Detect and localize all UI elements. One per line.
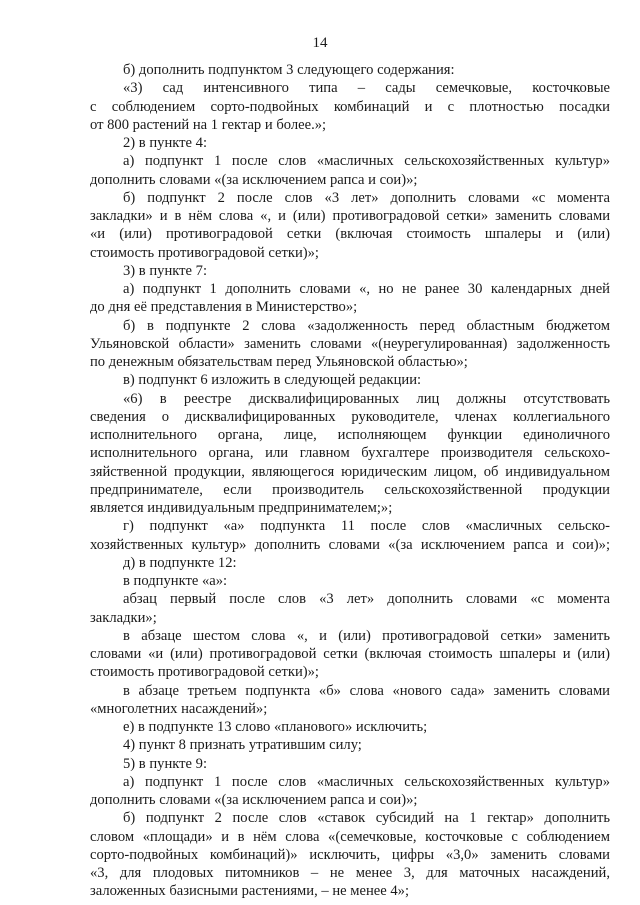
text-line: в подпункте «а»: — [123, 573, 228, 589]
text-line: в) подпункт 6 изложить в следующей редакции: — [123, 372, 422, 389]
text-line: а) подпункт 1 дополнить словами «, но не ранее 30 календарных дней — [123, 281, 610, 297]
text-line: дополнить словами «(за исключением рапса и сои)»; — [90, 792, 418, 808]
text-line: исполнительного органа, или главном бухгалтере производителя сельскохо- — [90, 445, 610, 462]
text-line: Ульяновской области» заменить словами «(неурегулированная) задолженность — [90, 335, 610, 352]
text-line: зяйственной продукции, являющегося юридическим лицом, об индивидуальном — [90, 463, 610, 480]
text-line: закладки»; — [90, 609, 157, 626]
text-line: б) подпункт 2 после слов «ставок субсидий на 1 гектар» дополнить — [123, 810, 610, 827]
text-line: сведения о дисквалифицированных руководителе, членах коллегиального — [90, 408, 610, 425]
text-line: до дня её представления в Министерство»; — [90, 299, 358, 316]
text-line: заложенных базисными растениями, – не менее 4»; — [90, 883, 410, 900]
text-line: е) в подпункте 13 слово «планового» исключить; — [123, 719, 428, 735]
text-line: б) в подпункте 2 слова «задолженность перед областным бюджетом — [123, 317, 610, 334]
text-line: от 800 растений на 1 гектар и более.»; — [90, 116, 327, 133]
text-line: б) дополнить подпунктом 3 следующего содержания: — [123, 62, 455, 78]
text-line: б) подпункт 2 после слов «3 лет» дополнить словами «с момента — [123, 189, 610, 206]
text-line: хозяйственных культур» дополнить словами «(за исключением рапса и сои)»; — [90, 536, 610, 553]
document-body — [90, 61, 610, 901]
text-line: является индивидуальным предпринимателем;»; — [90, 500, 393, 516]
text-line: словом «площади» и в нём слова «(семечковые, косточковые с соблюдением — [90, 828, 610, 845]
text-line: 5) в пункте 9: — [123, 755, 208, 772]
text-line: предпринимателе, если производитель сельскохозяйственной продукции — [90, 481, 610, 498]
text-line: 2) в пункте 4: — [123, 135, 208, 151]
text-line: в абзаце шестом слова «, и (или) противоградовой сетки» заменить — [123, 627, 610, 644]
text-line: «3, для плодовых питомников – не менее 3, для маточных насаждений, — [90, 865, 610, 881]
text-line: 4) пункт 8 признать утратившим силу; — [123, 737, 362, 754]
text-line: стоимость противоградовой сетки)»; — [90, 244, 319, 261]
text-line: по денежным обязательствам перед Ульяновской областью»; — [90, 354, 468, 370]
text-line: стоимость противоградовой сетки)»; — [90, 664, 319, 681]
text-line: с соблюдением сорто-подвойных комбинаций и с плотностью посадки — [90, 98, 610, 115]
text-line: «3) сад интенсивного типа – сады семечковые, косточковые — [123, 80, 610, 97]
text-line: исполнительного органа, лице, исполняющем функции единоличного — [90, 427, 610, 443]
page-number: 14 — [312, 35, 328, 51]
text-line: закладки» и в нём слова «, и (или) противоградовой сетки» заменить словами — [90, 208, 610, 224]
text-line: а) подпункт 1 после слов «масличных сельскохозяйственных культур» — [123, 153, 610, 170]
text-line: словами «и (или) противоградовой сетки (включая стоимость шпалеры и (или) — [90, 646, 610, 662]
text-line: «многолетних насаждений»; — [90, 700, 268, 717]
text-line: «6) в реестре дисквалифицированных лиц должны отсутствовать — [123, 390, 610, 407]
text-line: 3) в пункте 7: — [123, 262, 208, 279]
text-line: абзац первый после слов «3 лет» дополнить словами «с момента — [123, 591, 610, 608]
text-line: дополнить словами «(за исключением рапса и сои)»; — [90, 171, 418, 188]
text-line: а) подпункт 1 после слов «масличных сельскохозяйственных культур» — [123, 773, 610, 790]
text-line: в абзаце третьем подпункта «б» слова «нового сада» заменить словами — [123, 682, 610, 699]
text-line: г) подпункт «а» подпункта 11 после слов «масличных сельско- — [123, 518, 610, 535]
text-line: д) в подпункте 12: — [123, 554, 237, 571]
text-line: сорто-подвойных комбинаций)» исключить, цифры «3,0» заменить словами — [90, 846, 610, 863]
text-line: «и (или) противоградовой сетки (включая стоимость шпалеры и (или) — [90, 226, 610, 243]
